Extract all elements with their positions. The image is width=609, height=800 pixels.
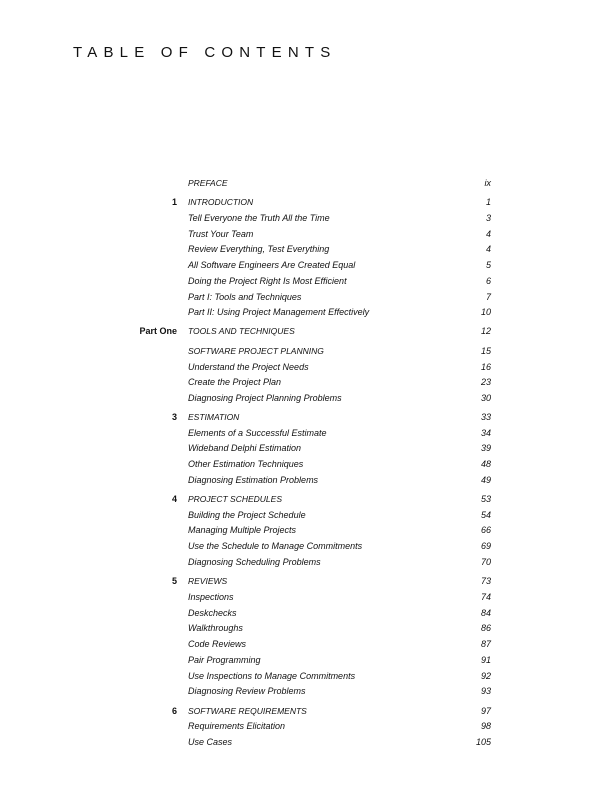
toc-page-number: 70 <box>480 557 491 567</box>
toc-page-number: 5 <box>485 260 491 270</box>
toc-section-title: Use the Schedule to Manage Commitments <box>188 541 363 551</box>
toc-entry-number: 5 <box>171 576 177 586</box>
toc-section-title: Pair Programming <box>188 655 261 665</box>
toc-entry[interactable] <box>0 443 609 457</box>
toc-entry[interactable] <box>0 557 609 571</box>
toc-section-title: Diagnosing Project Planning Problems <box>188 393 342 403</box>
toc-page-number: 54 <box>480 510 491 520</box>
toc-page-number: 15 <box>480 346 491 356</box>
toc-page-number: 69 <box>480 541 491 551</box>
toc-page-number: 4 <box>485 244 491 254</box>
toc-section-title: Review Everything, Test Everything <box>188 244 330 254</box>
toc-entry[interactable] <box>0 244 609 258</box>
toc-entry[interactable] <box>0 686 609 700</box>
toc-page-number: 49 <box>480 475 491 485</box>
toc-page-number: ix <box>484 178 491 188</box>
toc-page-number: 16 <box>480 362 491 372</box>
toc-entry[interactable] <box>0 307 609 321</box>
toc-chapter-title: INTRODUCTION <box>188 197 254 207</box>
toc-section-title: Wideband Delphi Estimation <box>188 443 301 453</box>
toc-entry[interactable] <box>0 510 609 524</box>
toc-section-title: Create the Project Plan <box>188 377 282 387</box>
toc-section-title: Trust Your Team <box>188 229 254 239</box>
toc-page-number: 84 <box>480 608 491 618</box>
toc-page-number: 97 <box>480 706 491 716</box>
toc-entry-number: 3 <box>171 412 177 422</box>
toc-section-title: Part II: Using Project Management Effectively <box>188 307 370 317</box>
toc-entry[interactable] <box>0 608 609 622</box>
toc-entry[interactable] <box>0 459 609 473</box>
toc-page-number: 30 <box>480 393 491 403</box>
toc-page-number: 34 <box>480 428 491 438</box>
toc-entry[interactable] <box>0 178 609 192</box>
toc-page-number: 6 <box>485 276 491 286</box>
toc-entry[interactable] <box>0 494 609 508</box>
toc-page-number: 10 <box>480 307 491 317</box>
toc-page-number: 7 <box>485 292 491 302</box>
toc-section-title: Diagnosing Review Problems <box>188 686 306 696</box>
toc-section-title: Building the Project Schedule <box>188 510 306 520</box>
toc-section-title: Code Reviews <box>188 639 247 649</box>
toc-chapter-title: SOFTWARE REQUIREMENTS <box>188 706 307 716</box>
toc-entry[interactable] <box>0 639 609 653</box>
toc-page-number: 39 <box>480 443 491 453</box>
toc-section-title: Diagnosing Scheduling Problems <box>188 557 321 567</box>
toc-page-number: 93 <box>480 686 491 696</box>
toc-entry[interactable] <box>0 393 609 407</box>
toc-page-number: 23 <box>480 377 491 387</box>
toc-page-number: 1 <box>485 197 491 207</box>
toc-entry[interactable] <box>0 576 609 590</box>
toc-section-title: Walkthroughs <box>188 623 243 633</box>
toc-section-title: All Software Engineers Are Created Equal <box>188 260 356 270</box>
toc-section-title: Tell Everyone the Truth All the Time <box>188 213 330 223</box>
toc-entry[interactable] <box>0 292 609 306</box>
toc-entry[interactable] <box>0 377 609 391</box>
toc-section-title: Managing Multiple Projects <box>188 525 297 535</box>
toc-section-title: Inspections <box>188 592 234 602</box>
toc-chapter-title: TOOLS AND TECHNIQUES <box>188 326 295 336</box>
toc-section-title: Understand the Project Needs <box>188 362 309 372</box>
toc-entry[interactable] <box>0 213 609 227</box>
toc-chapter-title: SOFTWARE PROJECT PLANNING <box>188 346 324 356</box>
toc-section-title: Diagnosing Estimation Problems <box>188 475 319 485</box>
toc-section-title: Elements of a Successful Estimate <box>188 428 327 438</box>
toc-page-number: 105 <box>475 737 491 747</box>
toc-entry[interactable] <box>0 260 609 274</box>
toc-section-title: Doing the Project Right Is Most Efficient <box>188 276 347 286</box>
page-title: TABLE OF CONTENTS <box>73 44 337 61</box>
toc-page-number: 87 <box>480 639 491 649</box>
toc-entry[interactable] <box>0 541 609 555</box>
toc-entry[interactable] <box>0 197 609 211</box>
toc-entry[interactable] <box>0 362 609 376</box>
toc-entry[interactable] <box>0 276 609 290</box>
toc-section-title: Use Cases <box>188 737 233 747</box>
toc-page-number: 66 <box>480 525 491 535</box>
toc-entry[interactable] <box>0 737 609 751</box>
toc-entry[interactable] <box>0 326 609 340</box>
toc-section-title: Use Inspections to Manage Commitments <box>188 671 356 681</box>
toc-entry[interactable] <box>0 428 609 442</box>
toc-page-number: 91 <box>480 655 491 665</box>
toc-chapter-title: PREFACE <box>188 178 228 188</box>
toc-section-title: Requirements Elicitation <box>188 721 286 731</box>
toc-entry[interactable] <box>0 592 609 606</box>
toc-section-title: Deskchecks <box>188 608 237 618</box>
toc-chapter-title: PROJECT SCHEDULES <box>188 494 282 504</box>
toc-entry-number: 6 <box>171 706 177 716</box>
toc-entry[interactable] <box>0 623 609 637</box>
toc-section-title: Part I: Tools and Techniques <box>188 292 302 302</box>
toc-page-number: 86 <box>480 623 491 633</box>
toc-entry-number: Part One <box>139 326 177 336</box>
toc-page-number: 4 <box>485 229 491 239</box>
toc-entry[interactable] <box>0 475 609 489</box>
toc-entry[interactable] <box>0 525 609 539</box>
toc-entry[interactable] <box>0 671 609 685</box>
toc-page-number: 48 <box>480 459 491 469</box>
toc-chapter-title: REVIEWS <box>188 576 228 586</box>
toc-entry[interactable] <box>0 346 609 360</box>
toc-page-number: 53 <box>480 494 491 504</box>
toc-entry-number: 1 <box>171 197 177 207</box>
toc-page-number: 73 <box>480 576 491 586</box>
toc-entry-number: 4 <box>171 494 177 504</box>
toc-page-number: 92 <box>480 671 491 681</box>
toc-entry[interactable] <box>0 721 609 735</box>
toc-entry[interactable] <box>0 412 609 426</box>
toc-page-number: 74 <box>480 592 491 602</box>
toc-entry[interactable] <box>0 655 609 669</box>
toc-section-title: Other Estimation Techniques <box>188 459 304 469</box>
toc-page-number: 98 <box>480 721 491 731</box>
toc-entry[interactable] <box>0 706 609 720</box>
toc-chapter-title: ESTIMATION <box>188 412 240 422</box>
toc-page-number: 33 <box>480 412 491 422</box>
toc-entry[interactable] <box>0 229 609 243</box>
toc-page-number: 3 <box>485 213 491 223</box>
toc-page-number: 12 <box>480 326 491 336</box>
